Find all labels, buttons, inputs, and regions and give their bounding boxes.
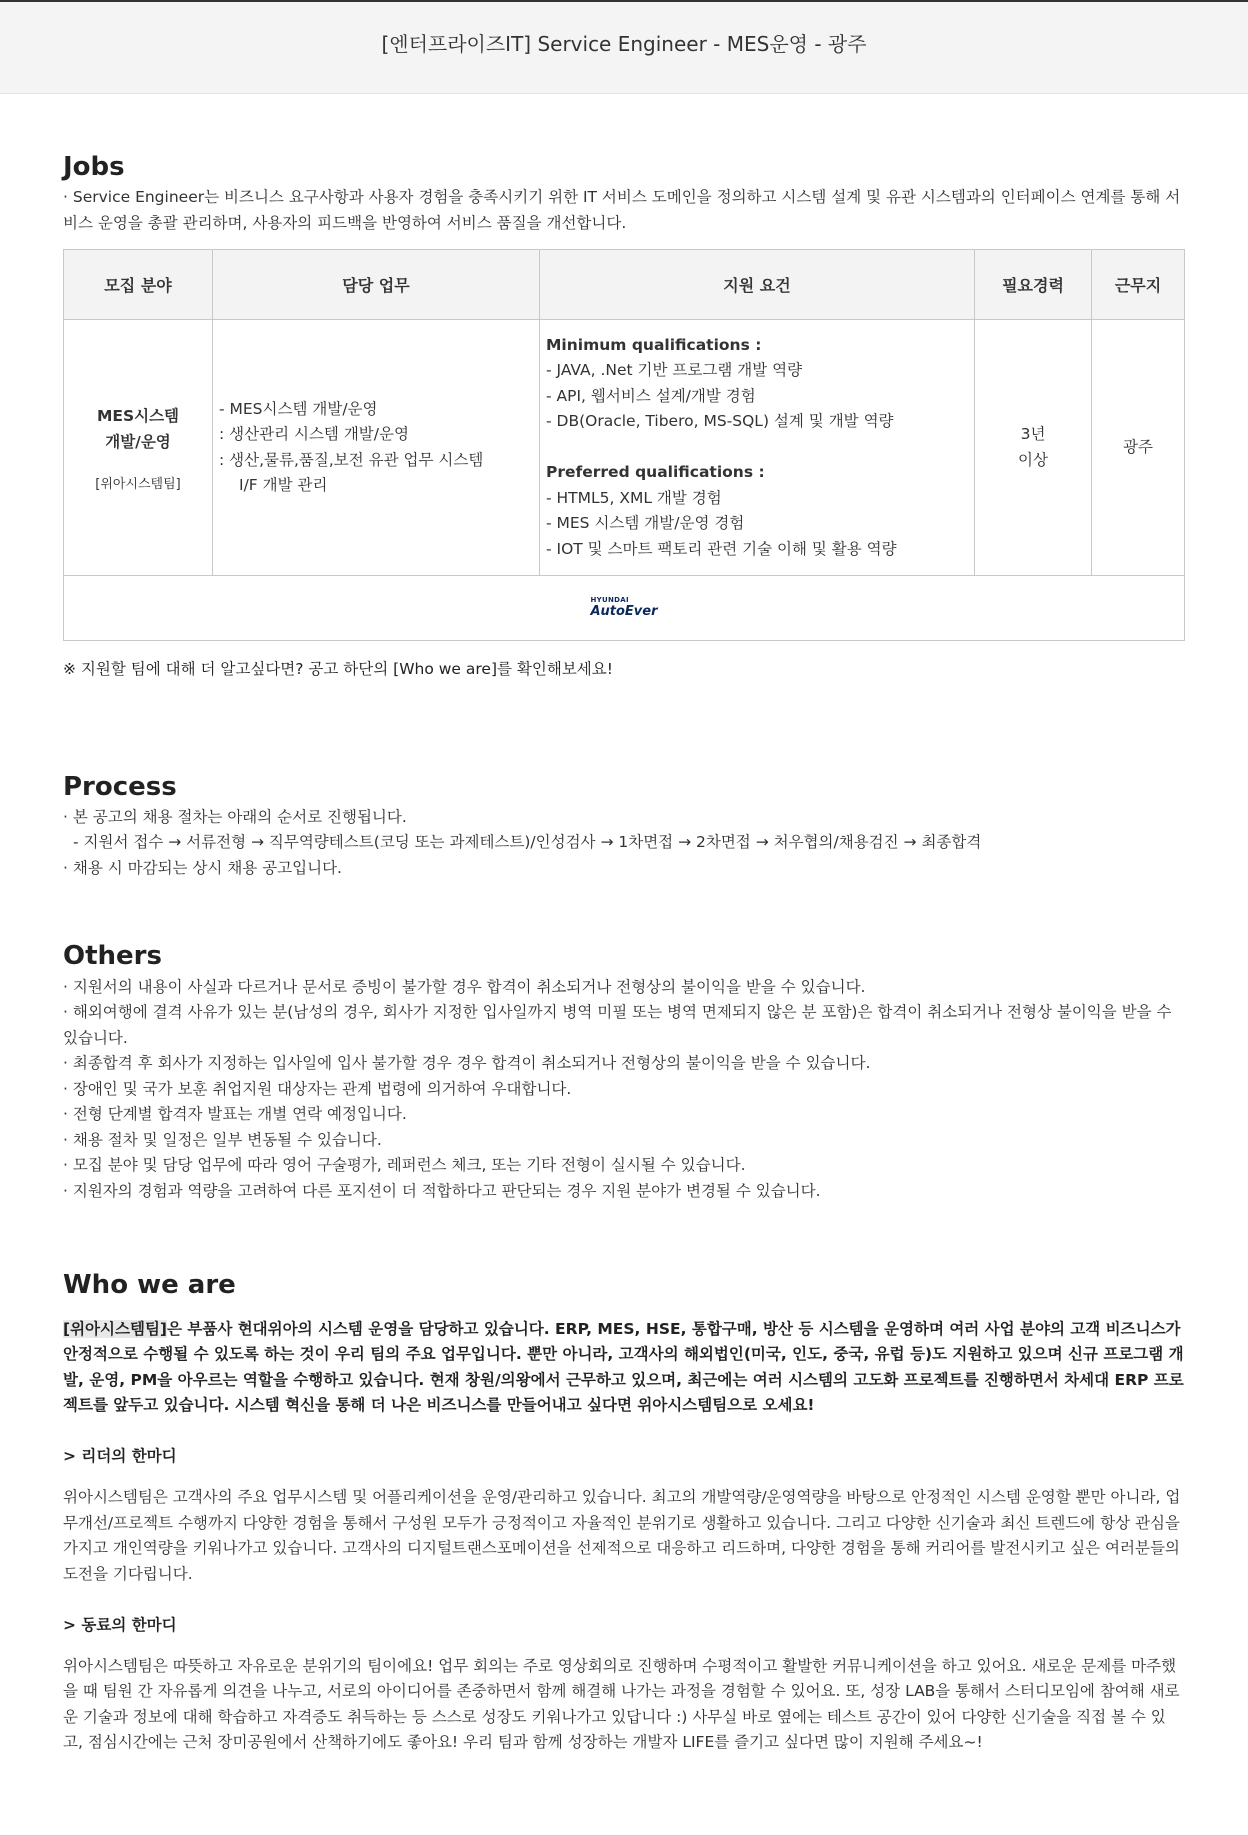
logo-cell: [64, 576, 1185, 641]
location-cell: 광주: [1092, 320, 1185, 576]
jobs-description: · Service Engineer는 비즈니스 요구사항과 사용자 경험을 충족시키기 위한 IT 서비스 도메인을 정의하고 시스템 설계 및 유관 시스템과의 인터페이스 연계를 통해 서비스 운영을 총괄 관리하며, 사용자의 피드백을 반영하여 서비스 품질을 개선합니다.: [63, 188, 1181, 232]
team-intro: [63, 1317, 1185, 1419]
process-section: [63, 683, 1185, 882]
main-content: [0, 94, 1248, 1756]
header-field: 모집 분야: [64, 250, 213, 320]
table-header-row: [64, 250, 1185, 320]
spacer: [546, 435, 968, 461]
others-line: · 전형 단계별 합격자 발표는 개별 연락 예정입니다.: [63, 1105, 407, 1124]
min-qualifications-title: Minimum qualifications :: [546, 335, 762, 354]
header-duty: 담당 업무: [213, 250, 540, 320]
others-line: · 장애인 및 국가 보훈 취업지원 대상자는 관계 법령에 의거하여 우대합니다.: [63, 1079, 572, 1098]
others-line: · 지원자의 경험과 역량을 고려하여 다른 포지션이 더 적합하다고 판단되는 경우 지원 분야가 변경될 수 있습니다.: [63, 1181, 821, 1200]
experience-line2: 이상: [1018, 450, 1048, 469]
preferred-qualifications-title: Preferred qualifications :: [546, 463, 765, 482]
field-name-line1: MES시스템: [96, 407, 180, 426]
process-title: Process: [63, 771, 177, 802]
colleague-title: > 동료의 한마디: [63, 1615, 177, 1634]
duty-line: I/F 개발 관리: [239, 476, 328, 495]
header-requirement: 지원 요건: [540, 250, 975, 320]
logo-row: [64, 576, 1185, 641]
duty-line: : 생산관리 시스템 개발/운영: [219, 425, 409, 444]
others-line: · 채용 절차 및 일정은 일부 변동될 수 있습니다.: [63, 1130, 382, 1149]
table-row: [64, 320, 1185, 576]
header-location: 근무지: [1092, 250, 1185, 320]
process-line: - 지원서 접수 → 서류전형 → 직무역량테스트(코딩 또는 과제테스트)/인성검사 → 1차면접 → 2차면접 → 처우협의/채용검진 → 최종합격: [73, 833, 982, 852]
jobs-table: [63, 249, 1185, 641]
jobs-section: [63, 94, 1185, 683]
team-notice: ※ 지원할 팀에 대해 더 알고싶다면? 공고 하단의 [Who we are]를 확인해보세요!: [63, 660, 613, 679]
page-header: [0, 2, 1248, 94]
min-qualification-item: - API, 웹서비스 설계/개발 경험: [546, 386, 756, 405]
duty-line: - MES시스템 개발/운영: [219, 399, 378, 418]
process-line: · 채용 시 마감되는 상시 채용 공고입니다.: [63, 858, 342, 877]
hyundai-autoever-logo: [590, 597, 657, 618]
duty-cell: [213, 320, 540, 576]
others-line: · 최종합격 후 회사가 지정하는 입사일에 입사 불가할 경우 경우 합격이 취소되거나 전형상의 불이익을 받을 수 있습니다.: [63, 1054, 871, 1073]
others-line: · 모집 분야 및 담당 업무에 따라 영어 구술평가, 레퍼런스 체크, 또는 기타 전형이 실시될 수 있습니다.: [63, 1156, 746, 1175]
duty-line: : 생산,물류,품질,보전 유관 업무 시스템: [219, 450, 484, 469]
header-experience: 필요경력: [975, 250, 1092, 320]
others-line: · 지원서의 내용이 사실과 다르거나 문서로 증빙이 불가할 경우 합격이 취소되거나 전형상의 불이익을 받을 수 있습니다.: [63, 977, 866, 996]
jobs-title: Jobs: [63, 152, 125, 182]
team-tag: [위아시스템팀]: [63, 1319, 168, 1338]
who-we-are-section: [63, 1204, 1185, 1756]
team-intro-text: 은 부품사 현대위아의 시스템 운영을 담당하고 있습니다. ERP, MES, HSE, 통합구매, 방산 등 시스템을 운영하며 여러 사업 분야의 고객 비즈니스가 안정적으로 수행될 수 있도록 하는 것이 우리 팀의 주요 업무입니다. 뿐만 아니라, 고객사의 해외법인(미국, 인도, 중국, 유럽 등)도 지원하고 있으며 신규 프로그램 개발, 운영, PM을 아우르는 역할을 수행하고 있습니다. 현재 창원/의왕에서 근무하고 있으며, 최근에는 여러 시스템의 고도화 프로젝트를 진행하면서 차세대 ERP 프로젝트를 앞두고 있습니다. 시스템 혁신을 통해 더 나은 비즈니스를 만들어내고 싶다면 위아시스템팀으로 오세요!: [63, 1319, 1184, 1415]
colleague-text: 위아시스템팀은 따뜻하고 자유로운 분위기의 팀이에요! 업무 회의는 주로 영상회의로 진행하며 수평적이고 활발한 커뮤니케이션을 하고 있어요. 새로운 문제를 마주했을 때 팀원 간 자유롭게 의견을 나누고, 서로의 아이디어를 존중하면서 함께 해결해 나가는 과정을 경험할 수 있어요. 또, 성장 LAB을 통해서 스터디모임에 참여해 새로운 기술과 정보에 대해 학습하고 자격증도 취득하는 등 스스로 성장도 키워나가고 있답니다 :) 사무실 바로 옆에는 테스트 공간이 있어 다양한 신기술을 직접 볼 수 있고, 점심시간에는 근처 장미공원에서 산책하기에도 좋아요! 우리 팀과 함께 성장하는 개발자 LIFE를 즐기고 싶다면 많이 지원해 주세요~!: [63, 1656, 1180, 1752]
others-section: [63, 881, 1185, 1204]
min-qualification-item: - JAVA, .Net 기반 프로그램 개발 역량: [546, 361, 803, 380]
logo-big-text: AutoEver: [590, 604, 658, 620]
process-line: · 본 공고의 채용 절차는 아래의 순서로 진행됩니다.: [63, 807, 407, 826]
field-cell: [64, 320, 213, 576]
others-line: · 해외여행에 결격 사유가 있는 분(남성의 경우, 회사가 지정한 입사일까지 병역 미필 또는 병역 면제되지 않은 분 포함)은 합격이 취소되거나 전형상 불이익을 받을 수 있습니다.: [63, 1003, 1172, 1047]
who-title: Who we are: [63, 1270, 236, 1301]
leader-text: 위아시스템팀은 고객사의 주요 업무시스템 및 어플리케이션을 운영/관리하고 있습니다. 최고의 개발역량/운영역량을 바탕으로 안정적인 시스템 운영할 뿐만 아니라, 업무개선/프로젝트 수행까지 다양한 경험을 통해서 구성원 모두가 긍정적이고 자율적인 분위기로 생활하고 있습니다. 그리고 다양한 신기술과 최신 트렌드에 항상 관심을 가지고 개인역량을 키워나가고 있습니다. 고객사의 디지털트랜스포메이션을 선제적으로 대응하고 리드하며, 다양한 경험을 통해 커리어를 발전시키고 싶은 여러분들의 도전을 기다립니다.: [63, 1488, 1181, 1583]
experience-line1: 3년: [1020, 425, 1046, 444]
experience-cell: [975, 320, 1092, 576]
field-name-line2: 개발/운영: [105, 433, 171, 452]
page-title: [엔터프라이즈IT] Service Engineer - MES운영 - 광주: [381, 32, 867, 56]
requirement-cell: [540, 320, 975, 576]
preferred-qualification-item: - IOT 및 스마트 팩토리 관련 기술 이해 및 활용 역량: [546, 539, 897, 558]
logo-small-text: HYUNDAI: [590, 596, 629, 605]
preferred-qualification-item: - MES 시스템 개발/운영 경험: [546, 514, 745, 533]
min-qualification-item: - DB(Oracle, Tibero, MS-SQL) 설계 및 개발 역량: [546, 412, 894, 431]
others-title: Others: [63, 941, 162, 972]
preferred-qualification-item: - HTML5, XML 개발 경험: [546, 488, 722, 507]
team-label: [위아시스템팀]: [95, 477, 181, 493]
leader-title: > 리더의 한마디: [63, 1447, 177, 1466]
